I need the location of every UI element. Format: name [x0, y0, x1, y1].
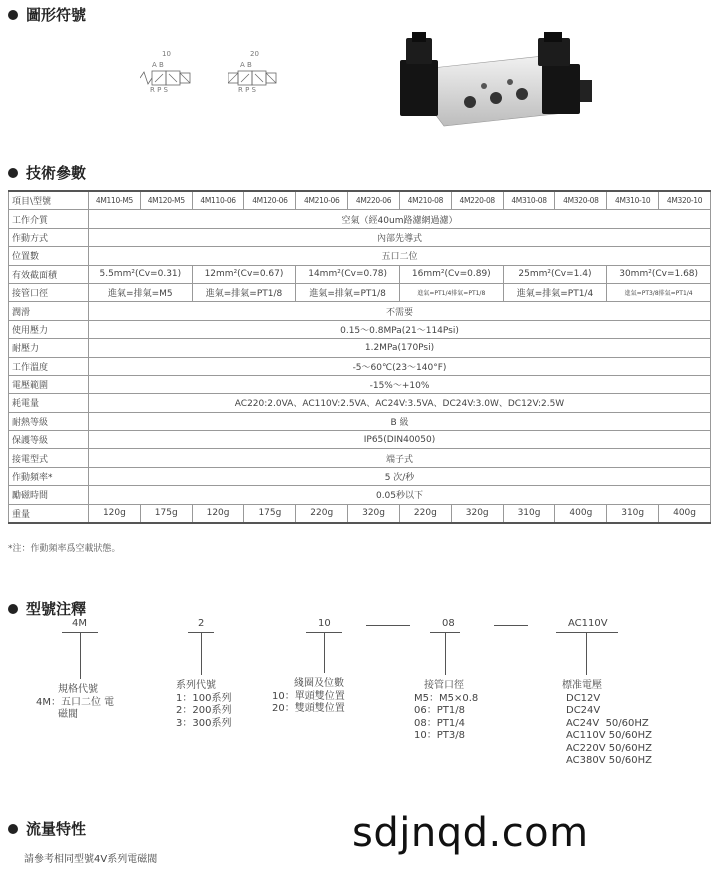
flow-note: 請參考相同型號4V系列電磁閥: [24, 854, 158, 865]
code-underline: [556, 632, 618, 633]
weight-cell: 400g: [555, 504, 607, 523]
section-symbol-title: 圖形符號: [8, 4, 86, 25]
table-row: [9, 431, 711, 449]
row-label: 作動方式: [9, 228, 89, 246]
row-label: 接管口徑: [9, 283, 89, 301]
model-cell: 4M320-10: [659, 191, 711, 210]
area-cell: 16mm²(Cv=0.89): [399, 265, 503, 283]
section-flow-title: 流量特性: [8, 818, 86, 839]
table-row: [9, 467, 711, 485]
row-label: 有效截面積: [9, 265, 89, 283]
symbol-number: 20: [250, 50, 259, 58]
table-row: [9, 486, 711, 504]
desc-title: 綫圈及位數: [294, 678, 344, 689]
code-connector: [80, 633, 81, 679]
table-header-label: 項目\型號: [9, 191, 89, 210]
table-row-port: [9, 283, 711, 301]
spec-code-desc: [36, 684, 115, 722]
desc-line: AC380V 50/60HZ: [566, 755, 652, 766]
row-value: IP65(DIN40050): [89, 431, 711, 449]
model-cell: 4M110-06: [192, 191, 244, 210]
spec-table: [8, 190, 711, 524]
row-label: 工作溫度: [9, 357, 89, 375]
table-row: [9, 302, 711, 320]
area-cell: 12mm²(Cv=0.67): [192, 265, 296, 283]
section-model-title: 型號注釋: [8, 598, 86, 619]
table-header-row: [9, 191, 711, 210]
table-row: [9, 412, 711, 430]
valve-symbol-icon: [228, 68, 298, 88]
row-label: 使用壓力: [9, 320, 89, 338]
code-part-port: 08: [442, 618, 455, 629]
weight-cell: 220g: [399, 504, 451, 523]
site-watermark: sdjnqd.com: [352, 810, 589, 856]
desc-line: AC110V 50/60HZ: [566, 730, 652, 741]
code-dash: [494, 625, 528, 626]
desc-title: 接管口徑: [424, 680, 464, 691]
desc-line: 1：100系列: [176, 692, 232, 704]
desc-line: 10：PT3/8: [414, 730, 465, 741]
code-connector: [324, 633, 325, 673]
bullet-icon: [8, 824, 18, 834]
row-label: 工作介質: [9, 210, 89, 228]
table-row: [9, 247, 711, 265]
desc-line: 3：300系列: [176, 717, 232, 729]
desc-title: 系列代號: [176, 680, 216, 691]
desc-line: 4M：五口二位 電: [36, 696, 115, 708]
symbol-number: 10: [162, 50, 171, 58]
symbol-ports-ab: A B: [152, 61, 164, 69]
code-connector: [445, 633, 446, 675]
weight-cell: 220g: [296, 504, 348, 523]
desc-line: 2：200系列: [176, 705, 232, 716]
weight-cell: 175g: [244, 504, 296, 523]
model-cell: 4M210-08: [399, 191, 451, 210]
weight-cell: 310g: [607, 504, 659, 523]
row-label: 作動頻率*: [9, 467, 89, 485]
symbol-ports-ab: A B: [240, 61, 252, 69]
row-label: 耐壓力: [9, 339, 89, 357]
row-label: 接電型式: [9, 449, 89, 467]
row-label: 重量: [9, 504, 89, 523]
model-cell: 4M220-06: [348, 191, 400, 210]
desc-line: 20：雙頭雙位置: [272, 703, 345, 714]
code-connector: [586, 633, 587, 675]
row-value: 0.05秒以下: [89, 486, 711, 504]
row-label: 電壓範圍: [9, 375, 89, 393]
table-row-weight: [9, 504, 711, 523]
code-dash: [366, 625, 410, 626]
desc-line: AC220V 50/60HZ: [566, 742, 652, 754]
desc-line: 08：PT1/4: [414, 717, 465, 729]
voltage-code-desc: [562, 680, 652, 768]
model-cell: 4M120-M5: [140, 191, 192, 210]
port-cell: 進氣=PT3/8排氣=PT1/4: [607, 283, 711, 301]
weight-cell: 175g: [140, 504, 192, 523]
coil-code-desc: [272, 678, 345, 716]
model-cell: 4M210-06: [296, 191, 348, 210]
port-cell: 進氣=排氣=M5: [89, 283, 193, 301]
row-value: 五口二位: [89, 247, 711, 265]
valve-symbol-icon: [140, 68, 210, 88]
area-cell: 14mm²(Cv=0.78): [296, 265, 400, 283]
row-value: 不需要: [89, 302, 711, 320]
bullet-icon: [8, 604, 18, 614]
model-cell: 4M110-M5: [89, 191, 141, 210]
row-value: 空氣（經40um路濾網過濾）: [89, 210, 711, 228]
row-value: -5～60℃(23～140°F): [89, 357, 711, 375]
desc-line: DC24V: [566, 705, 601, 716]
row-label: 潤滑: [9, 302, 89, 320]
series-code-desc: [176, 680, 231, 730]
port-cell: 進氣=排氣=PT1/4: [503, 283, 607, 301]
symbol-ports-rps: R P S: [150, 86, 168, 94]
port-cell: 進氣=排氣=PT1/8: [192, 283, 296, 301]
table-row: [9, 375, 711, 393]
row-value: 內部先導式: [89, 228, 711, 246]
weight-cell: 120g: [192, 504, 244, 523]
model-cell: 4M120-06: [244, 191, 296, 210]
row-label: 耐熱等級: [9, 412, 89, 430]
code-part-series: 2: [198, 618, 205, 629]
row-value: 0.15～0.8MPa(21～114Psi): [89, 320, 711, 338]
desc-line: 06：PT1/8: [414, 705, 465, 716]
row-value: 端子式: [89, 449, 711, 467]
valve-symbol-10: [140, 50, 210, 95]
table-row: [9, 210, 711, 228]
row-label: 耗電量: [9, 394, 89, 412]
model-cell: 4M320-08: [555, 191, 607, 210]
row-value: B 級: [89, 412, 711, 430]
desc-line: DC12V: [566, 692, 601, 704]
table-row: [9, 339, 711, 357]
code-part-voltage: AC110V: [568, 618, 608, 629]
desc-line: 磁閥: [58, 709, 78, 720]
area-cell: 30mm²(Cv=1.68): [607, 265, 711, 283]
desc-line: 10：單頭雙位置: [272, 690, 345, 702]
code-part-series-prefix: 4M: [72, 618, 87, 629]
section-spec-title: 技術參數: [8, 162, 86, 183]
table-row: [9, 449, 711, 467]
port-code-desc: [414, 680, 478, 743]
code-connector: [201, 633, 202, 675]
table-row: [9, 228, 711, 246]
weight-cell: 320g: [348, 504, 400, 523]
desc-line: AC24V 50/60HZ: [566, 717, 649, 729]
weight-cell: 120g: [89, 504, 141, 523]
table-row-area: [9, 265, 711, 283]
table-row: [9, 394, 711, 412]
area-cell: 25mm²(Cv=1.4): [503, 265, 607, 283]
code-part-coil: 10: [318, 618, 331, 629]
desc-title: 規格代號: [58, 684, 98, 695]
area-cell: 5.5mm²(Cv=0.31): [89, 265, 193, 283]
desc-line: M5：M5×0.8: [414, 692, 479, 704]
model-cell: 4M220-08: [451, 191, 503, 210]
bullet-icon: [8, 168, 18, 178]
weight-cell: 310g: [503, 504, 555, 523]
row-value: -15%～+10%: [89, 375, 711, 393]
solenoid-valve-photo: [392, 30, 602, 130]
footnote: *注：作動頻率爲空載狀態。: [8, 544, 121, 554]
row-value: AC220:2.0VA、AC110V:2.5VA、AC24V:3.5VA、DC24V:3.0W、DC12V:2.5W: [89, 394, 711, 412]
row-value: 5 次/秒: [89, 467, 711, 485]
model-cell: 4M310-10: [607, 191, 659, 210]
weight-cell: 320g: [451, 504, 503, 523]
table-row: [9, 357, 711, 375]
model-cell: 4M310-08: [503, 191, 555, 210]
desc-title: 標准電壓: [562, 680, 602, 691]
row-value: 1.2MPa(170Psi): [89, 339, 711, 357]
port-cell: 進氣=PT1/4排氣=PT1/8: [399, 283, 503, 301]
symbol-ports-rps: R P S: [238, 86, 256, 94]
row-label: 保護等級: [9, 431, 89, 449]
row-label: 位置數: [9, 247, 89, 265]
port-cell: 進氣=排氣=PT1/8: [296, 283, 400, 301]
table-row: [9, 320, 711, 338]
bullet-icon: [8, 10, 18, 20]
weight-cell: 400g: [659, 504, 711, 523]
valve-symbol-20: [228, 50, 298, 95]
row-label: 勵磁時間: [9, 486, 89, 504]
